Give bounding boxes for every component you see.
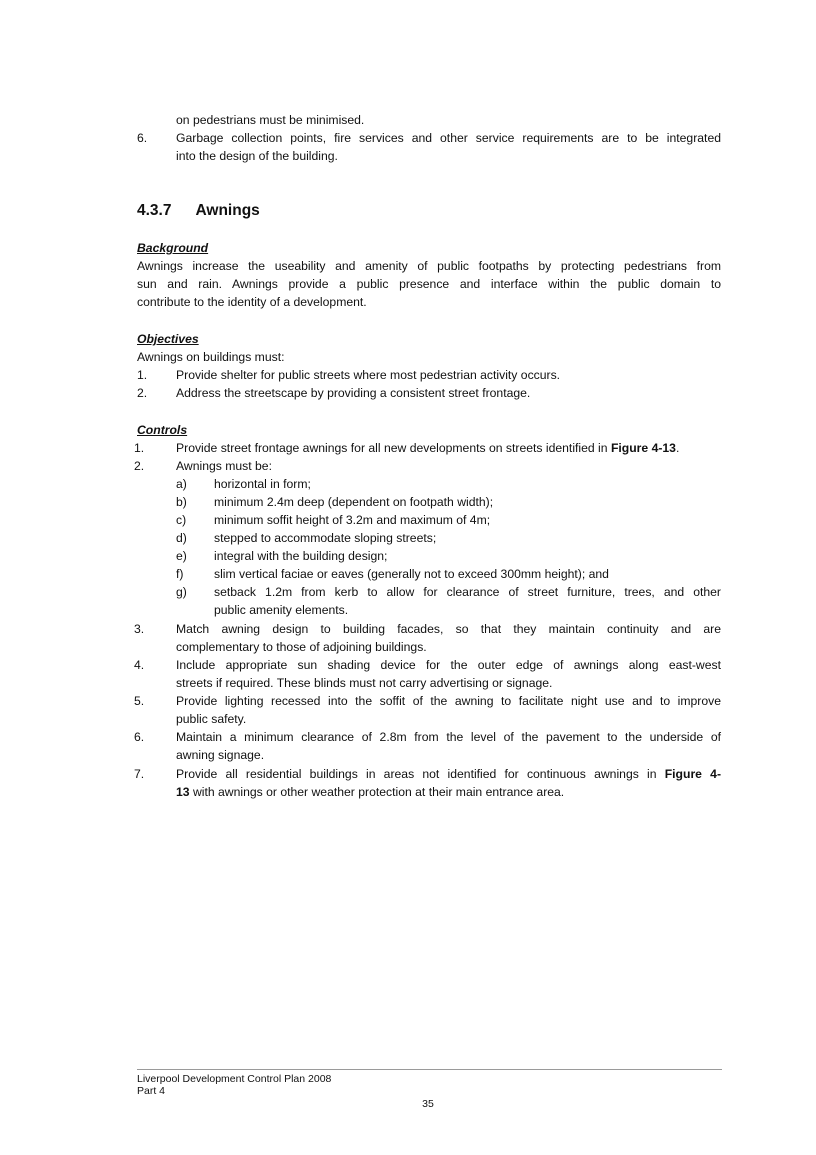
section-number: 4.3.7	[137, 202, 172, 219]
list-item-text: Provide street frontage awnings for all new developments on streets identified in Figure 4-13.	[176, 441, 680, 455]
controls-heading: Controls	[137, 423, 188, 437]
page-number: 35	[422, 1098, 434, 1110]
continuation-text: on pedestrians must be minimised.	[176, 113, 365, 127]
sub-list-text: setback 1.2m from kerb to allow for clearance of street furniture, trees, and other	[214, 585, 721, 599]
sub-list-letter: g)	[176, 585, 187, 599]
sub-list-letter: e)	[176, 549, 187, 563]
paragraph-line: contribute to the identity of a development.	[137, 295, 367, 309]
list-number: 5.	[134, 694, 145, 708]
sub-list-text: minimum 2.4m deep (dependent on footpath width);	[214, 495, 494, 509]
section-heading	[137, 202, 260, 220]
list-number: 6.	[134, 730, 145, 744]
sub-list-text: stepped to accommodate sloping streets;	[214, 531, 437, 545]
list-number: 4.	[134, 658, 145, 672]
list-item-text: awning signage.	[176, 748, 265, 762]
objectives-heading: Objectives	[137, 332, 199, 346]
list-number: 7.	[134, 767, 145, 781]
sub-list-letter: a)	[176, 477, 187, 491]
list-number: 2.	[134, 459, 145, 473]
figure-reference: 13	[176, 785, 190, 799]
list-item-text: into the design of the building.	[176, 149, 338, 163]
paragraph-line: Awnings increase the useability and amenity of public footpaths by protecting pedestrians from	[137, 259, 721, 273]
footer-divider	[137, 1069, 722, 1070]
list-number: 1.	[134, 441, 145, 455]
list-number: 2.	[137, 386, 148, 400]
list-number: 3.	[134, 622, 145, 636]
objectives-intro: Awnings on buildings must:	[137, 350, 285, 364]
sub-list-text: public amenity elements.	[214, 603, 349, 617]
figure-reference: Figure 4-	[664, 767, 722, 781]
sub-list-letter: f)	[176, 567, 184, 581]
list-item-text: 13 with awnings or other weather protection at their main entrance area.	[176, 785, 565, 799]
sub-list-letter: c)	[176, 513, 187, 527]
list-item-text: Provide lighting recessed into the soffit of the awning to facilitate night use and to improve	[176, 694, 721, 708]
background-heading: Background	[137, 241, 209, 255]
list-item-text: Address the streetscape by providing a consistent street frontage.	[176, 386, 531, 400]
footer-part: Part 4	[137, 1085, 166, 1097]
sub-list-text: horizontal in form;	[214, 477, 311, 491]
sub-list-text: minimum soffit height of 3.2m and maximum of 4m;	[214, 513, 491, 527]
list-item-text: Maintain a minimum clearance of 2.8m from the level of the pavement to the underside of	[176, 730, 721, 744]
list-number: 6.	[137, 131, 148, 145]
list-number: 1.	[137, 368, 148, 382]
figure-reference: Figure 4-13	[610, 441, 676, 455]
sub-list-letter: d)	[176, 531, 187, 545]
section-title: Awnings	[195, 202, 260, 219]
sub-list-text: slim vertical faciae or eaves (generally not to exceed 300mm height); and	[214, 567, 609, 581]
list-item-text: Provide shelter for public streets where most pedestrian activity occurs.	[176, 368, 561, 382]
list-item-text: Provide all residential buildings in areas not identified for continuous awnings in Figure 4-	[176, 767, 722, 781]
sub-list-text: integral with the building design;	[214, 549, 388, 563]
list-item-text: public safety.	[176, 712, 247, 726]
sub-list-letter: b)	[176, 495, 187, 509]
list-item-text: Include appropriate sun shading device for the outer edge of awnings along east-west	[176, 658, 721, 672]
paragraph-line: sun and rain. Awnings provide a public presence and interface within the public domain to	[137, 277, 721, 291]
list-item-text: Garbage collection points, fire services and other service requirements are to be integrated	[176, 131, 721, 145]
footer-title: Liverpool Development Control Plan 2008	[137, 1073, 332, 1085]
list-item-text: complementary to those of adjoining buildings.	[176, 640, 427, 654]
list-item-text: Match awning design to building facades, so that they maintain continuity and are	[176, 622, 721, 636]
list-item-text: Awnings must be:	[176, 459, 272, 473]
list-item-text: streets if required. These blinds must not carry advertising or signage.	[176, 676, 553, 690]
